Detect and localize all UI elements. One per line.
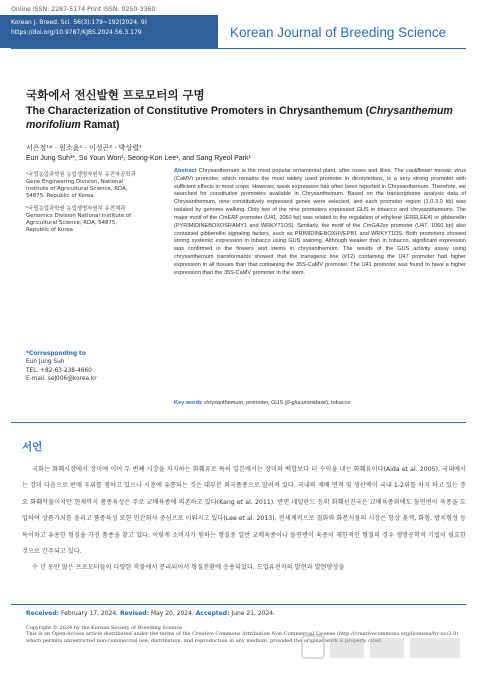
title-english: The Characterization of Constitutive Promoters in Chrysanthemum (Chrysanthemum morifolium Ramat) (26, 105, 453, 131)
footer-divider (11, 604, 466, 605)
authors-korean: 서은정¹* · 원소윤¹ · 이성곤² · 박상렬¹ (26, 144, 142, 152)
affiliation-2: ²국립농업과학원 농업생명자원부 유전체과 Genomics Division National Institute of Agricultural Science, RDA, 54875, Republic of Korea (26, 206, 131, 233)
copyright-line: Copyright © 2024 by the Korean Society of Breeding Science (26, 625, 183, 631)
intro-paragraph-1: 국화는 화훼시장에서 장미에 이어 두 번째 시장을 차지하는 화훼류로 특히 일본에서는 장미와 백합보다 더 수익을 내는 화훼류이다(Aida et al. 2005). 국내에서는 장미 다음으로 판매 우위를 점하고 있으나 시중에 유통되는 것은 대부분 외국품종으로 알려져 있다. 국내의 재배 면적 및 생산액이 국내 1-2위를 차지 하고 있는 중요 화훼작물이지만 현재까지 품종육성은 주로 교배육종에 의존하고 있다(Kang et al. 2011). 반면 네덜란드 등의 화훼선진국은 교배육종외에도 돌연변이 육종을 도입하여 상품가치를 올리고 품종육성 또한 민간회사 중심으로 이뤄지고 있다(Lee et al. 2013). 전세계적으로 절화와 화분식물의 시장은 항상 꽃색, 화형, 방치형성 등 특이하고 유용한 형질을 가진 품종을 찾고 있다. 이렇게 소비자가 원하는 형질중 일반 교배육종이나 돌연변이 육종이 제한적인 형질의 경우 생명공학적 기법이 필요한 것으로 간주되고 있다. (22, 466, 466, 556)
issn-line: Online ISSN: 2287-5174 Print ISSN: 0250-3360 (11, 6, 156, 13)
keywords: Key words chrysanthemum, promoter, GUS (β-glucuronidase), tobacco (174, 400, 351, 406)
journal-citation: Korean J. Breed. Sci. 56(3):179~192(2024. 9) (11, 19, 148, 26)
doi-link[interactable]: https://doi.org/10.9787/KJBS.2024.56.3.179 (11, 29, 142, 36)
correspondence-block (26, 350, 138, 384)
introduction-body (22, 462, 466, 577)
correspondence-tel: TEL. +82-63-238-4660 (26, 367, 92, 374)
abstract: Abstract Chrysanthemum is the most popular ornamental plant, after roses and lilies. The cauliflower mosaic virus (CaMV) promoter, which remains the most widely used promoter in dicotyledons, is a very strong promoter with sufficient effects in most crops. However, weak expression has often been reported in Chrysanthemum. Therefore, we searched for constitutive promoters available in Chrysanthemum. Based on the transcriptome analysis data of Chrysanthemum, nine constitutively expressed genes were selected, and each promoter region (1.0-3.0 kb) was isolated by genome walking. Only two of the nine promoters expressed GUS in tobacco and chrysanthemums. The major motif of the CmERF promoter (U41, 2060 bp) was related to the regulation of ethylene (ERELEE4) or gibberellin (PYRIMIDINEBOXOSRAMY1 and WRKY71OS). Similarly, the motif of the CmGA2ox promoter (U47, 1060 bp) also contained gibberellin signaling factors, such as PRIMIDINEBOXHVEPB1 and WRKY71OS. Both promoters showed strong systemic expression in tobacco using GUS staining. Although weaker than in tobacco, significant expression was confirmed in the flowers and stems in chrysanthemum. The results of the GUS activity assay using chrysanthemum transformants showed that the transgenic line (#12) containing the U47 promoter had higher expression in all tissues than that containing the 35S-CaMV promoter. The U41 promoter was found to have a higher expression than the 35S-CaMV promoter in the stem. (174, 168, 467, 276)
journal-name: Korean Journal of Breeding Science (230, 25, 447, 40)
title-korean: 국화에서 전신발현 프로모터의 구명 (26, 88, 205, 102)
watermark-logo (300, 630, 470, 670)
journal-banner (0, 15, 218, 48)
license-text: This is an Open-Access article distributed under the terms of the Creative Commons Attribution Non-Commercial License (http://creativecommons.org/licenses/by-nc/3.0) which permits unrestricted non-commercial use, distribution, and reproduction in any medium, provided the original work is properly cited. (26, 631, 459, 644)
article-dates: Received: February 17, 2024. Revised: May 20, 2024. Accepted: June 21, 2024. (26, 610, 276, 617)
correspondence-email[interactable]: E-mail. sej006@korea.kr (26, 376, 97, 383)
correspondence-title: *Corresponding to (26, 351, 86, 357)
header-divider (11, 48, 466, 49)
section-divider (11, 422, 466, 423)
authors-english: Eun Jung Suh¹*, So Youn Won¹, Seong-Kon Lee¹, and Sang Ryeol Park¹ (26, 155, 251, 162)
section-heading-introduction: 서언 (22, 441, 43, 453)
intro-paragraph-2: 수 년 동안 많은 프로모터들이 다양한 작물에서 분리되어서 형질전환에 응용되었다. 도입유전자의 발현과 발현양상을 (32, 564, 345, 572)
correspondence-name: Eun Jung Suh (26, 359, 65, 366)
affiliation-1: ¹국립농업과학원 농업생명자원부 유전자공학과 Gene Engineering Division, National Institute of Agricultural Science, RDA, 54875, Republic of Korea (26, 172, 136, 199)
